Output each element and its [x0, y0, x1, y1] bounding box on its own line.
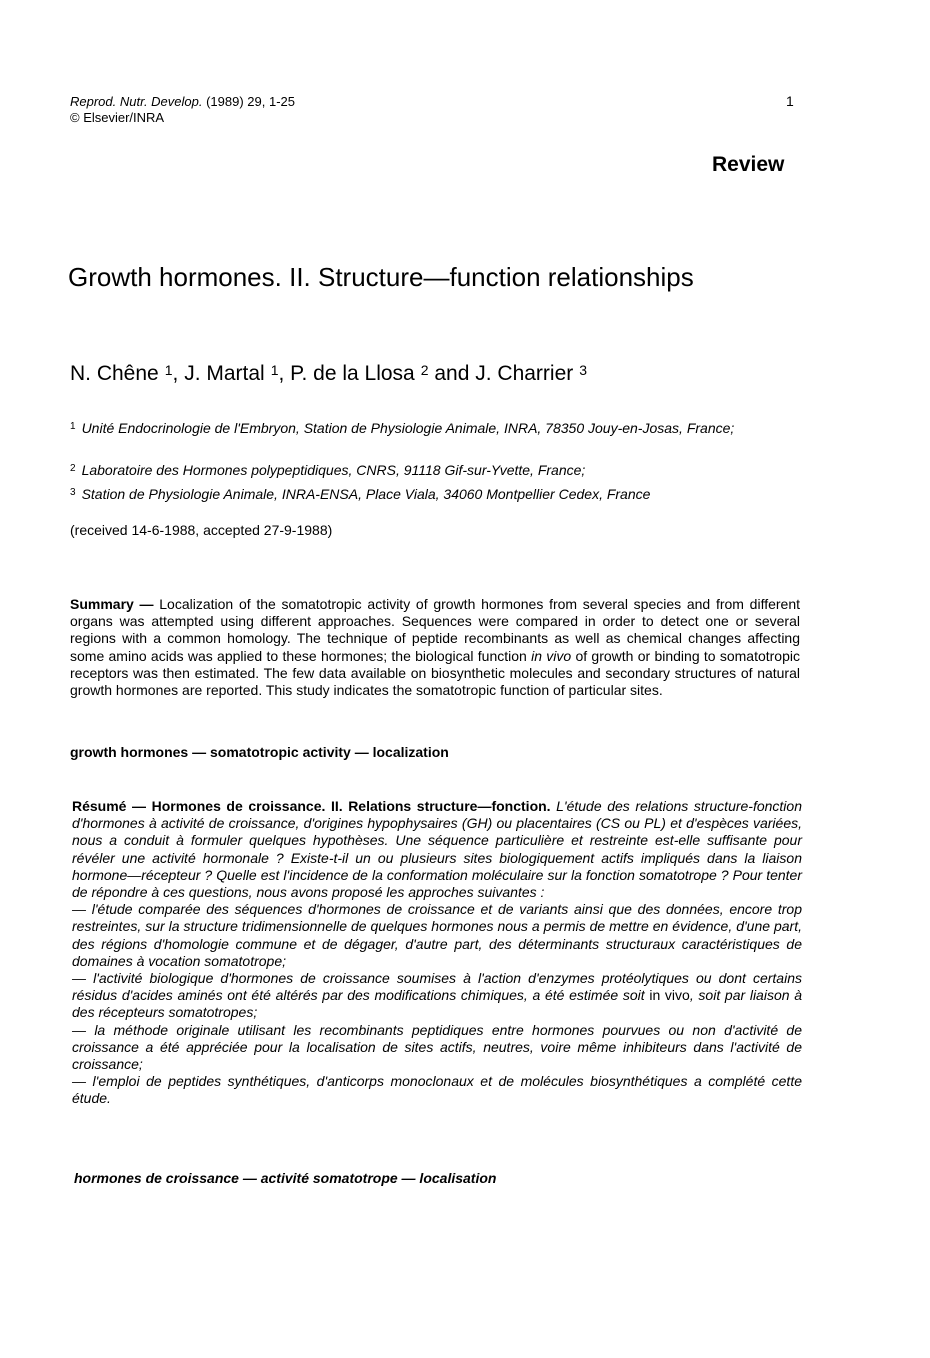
author-name: J. Martal: [184, 362, 265, 385]
journal-volume: (1989) 29, 1-25: [202, 94, 295, 109]
resume-item-3: — la méthode originale utilisant les recombinants peptidiques entre hormones pourvues ou non d'activité de croissance a été appréciée pour la localisation de sites actifs, neutres, voire même inhibiteurs dans l'activité de croissance;: [72, 1021, 802, 1073]
resume-paragraph: [72, 798, 802, 1108]
affiliation-number: 1: [70, 421, 76, 432]
resume-item-2-text-b: , soit par liaison à des récepteurs somatotropes;: [72, 987, 803, 1021]
author-affiliation-number: 3: [579, 362, 588, 378]
resume-intro: [72, 798, 802, 901]
journal-citation: [70, 94, 295, 110]
summary-text-1: Localization of the somatotropic activity of growth hormones from several species and from different organs was attempted using different approaches. Sequences were compared in order to detect one or several regions with a common homology. The technique of peptide recombinants as well as chemical changes affecting some amino acids was applied to these hormones; the biological function: [70, 596, 801, 664]
summary-text-2: of growth or binding to somatotropic receptors was then estimated. The few data available on biosynthetic molecules and secondary structures of natural growth hormones are reported. This study indicates the somatotropic function of particular sites.: [70, 647, 800, 699]
copyright: © Elsevier/INRA: [70, 110, 165, 125]
author-name: J. Charrier: [475, 362, 574, 385]
author-affiliation-number: 2: [420, 362, 429, 378]
summary-paragraph: [70, 596, 800, 699]
affiliation-text: Station de Physiologie Animale, INRA-ENSA, Place Viala, 34060 Montpellier Cedex, France: [81, 486, 651, 502]
resume-item-1: — l'étude comparée des séquences d'hormones de croissance et de variants ainsi que des données, encore trop restreintes, sur la structure tridimensionnelle de quelques hormones nous a permis de mettre en évidence, d'une part, des régions d'homologie commune et de dégager, d'autre part, des déterminants structuraux caractéristiques de domaines à vocation somatotrope;: [72, 901, 802, 969]
author-separator: and: [428, 362, 476, 385]
author-separator: ,: [172, 362, 185, 385]
summary-label: Summary —: [70, 596, 154, 612]
affiliation-1: [70, 418, 810, 437]
section-label: Review: [712, 153, 785, 176]
in-vivo-term: in vivo: [649, 987, 690, 1004]
affiliation-number: 3: [70, 487, 76, 498]
affiliation-3: [70, 484, 810, 503]
author-affiliation-number: 1: [164, 362, 173, 378]
paper-title: Growth hormones. II. Structure—function relationships: [68, 262, 694, 292]
affiliation-2: [70, 460, 810, 479]
page-number: 1: [786, 93, 794, 109]
resume-intro-text: L'étude des relations structure-fonction d'hormones à activité de croissance, d'origines hypophysaires (GH) ou placentaires (CS ou PL) et d'espèces variées, nous a conduit à formuler quelques hypothèses. Une séquence particulière et restreinte est-elle suffisante pour révéler une activité hormonale ? Existe-t-il un ou plusieurs sites biologiquement actifs impliqués dans la liaison hormone—récepteur ? Quelle est l'incidence de la conformation moléculaire sur la fonction somatotrope ? Pour tenter de répondre à ces questions, nous avons proposé les approches suivantes :: [72, 798, 802, 901]
author-name: P. de la Llosa: [290, 362, 415, 385]
affiliation-text: Unité Endocrinologie de l'Embryon, Station de Physiologie Animale, INRA, 78350 Jouy-en-Josas, France;: [81, 420, 735, 436]
author-list: [70, 362, 587, 386]
keywords-french: hormones de croissance — activité somatotrope — localisation: [74, 1170, 497, 1186]
in-vivo-term: in vivo: [531, 647, 572, 664]
affiliation-number: 2: [70, 463, 76, 474]
journal-name: Reprod. Nutr. Develop.: [70, 94, 203, 109]
resume-item-2-text-a: — l'activité biologique d'hormones de croissance soumises à l'action d'enzymes protéolytiques ou dont certains résidus d'acides aminés ont été altérés par des modifications chimiques, a été estimée soit: [72, 970, 802, 1004]
keywords-english: growth hormones — somatotropic activity — localization: [70, 744, 449, 760]
resume-item-2: [72, 970, 802, 1022]
author-affiliation-number: 1: [270, 362, 279, 378]
received-dates: (received 14-6-1988, accepted 27-9-1988): [70, 522, 333, 538]
author-name: N. Chêne: [70, 362, 159, 385]
affiliation-text: Laboratoire des Hormones polypeptidiques, CNRS, 91118 Gif-sur-Yvette, France;: [81, 462, 586, 478]
author-separator: ,: [278, 362, 291, 385]
resume-label: Résumé — Hormones de croissance. II. Relations structure—fonction.: [72, 798, 551, 814]
resume-item-4: — l'emploi de peptides synthétiques, d'anticorps monoclonaux et de molécules biosynthétiques a complété cette étude.: [72, 1073, 802, 1107]
